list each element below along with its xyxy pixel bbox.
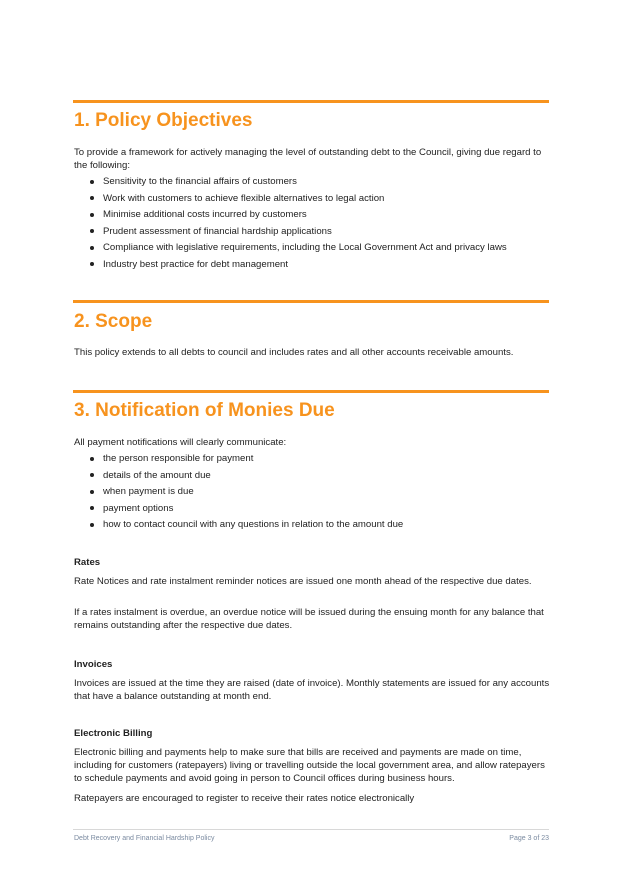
list-item: the person responsible for payment	[74, 452, 544, 469]
bullet-icon	[90, 180, 94, 184]
list-item: when payment is due	[74, 485, 544, 502]
bullet-icon	[90, 229, 94, 233]
footer-document-title: Debt Recovery and Financial Hardship Policy	[74, 835, 215, 842]
list-item: payment options	[74, 502, 544, 519]
bullet-list	[74, 452, 544, 535]
section-heading-notification: 3. Notification of Monies Due	[74, 400, 335, 421]
list-item: Prudent assessment of financial hardship applications	[74, 225, 544, 242]
section-intro: All payment notifications will clearly communicate:	[74, 437, 287, 448]
bullet-icon	[90, 506, 94, 510]
bullet-icon	[90, 246, 94, 250]
section-intro: To provide a framework for actively managing the level of outstanding debt to the Council, giving due regard to the following:	[74, 147, 542, 171]
paragraph: Electronic billing and payments help to make sure that bills are received and payments are made on time, including for customers (ratepayers) living or travelling outside the local government area, and allow ratepayers to schedule payments and avoid going in person to Council offices during business hours.	[74, 747, 545, 784]
footer-rule	[73, 829, 549, 830]
bullet-icon	[90, 523, 94, 527]
list-item: Work with customers to achieve flexible alternatives to legal action	[74, 192, 544, 209]
list-item: how to contact council with any questions in relation to the amount due	[74, 518, 544, 535]
section-heading-policy-objectives: 1. Policy Objectives	[74, 110, 253, 131]
section-rule	[73, 390, 549, 393]
paragraph: Rate Notices and rate instalment reminder notices are issued one month ahead of the respective due dates.	[74, 576, 532, 587]
bullet-icon	[90, 196, 94, 200]
list-item: Sensitivity to the financial affairs of customers	[74, 175, 544, 192]
list-item: Industry best practice for debt management	[74, 258, 544, 275]
paragraph: Ratepayers are encouraged to register to receive their rates notice electronically	[74, 793, 415, 804]
section-rule	[73, 100, 549, 103]
paragraph: Invoices are issued at the time they are raised (date of invoice). Monthly statements are issued for any accounts that have a balance outstanding at month end.	[74, 678, 550, 702]
section-intro: This policy extends to all debts to council and includes rates and all other accounts receivable amounts.	[74, 347, 514, 358]
list-item: Compliance with legislative requirements, including the Local Government Act and privacy laws	[74, 241, 544, 258]
section-rule	[73, 300, 549, 303]
bullet-icon	[90, 473, 94, 477]
subheading-rates: Rates	[74, 557, 101, 568]
bullet-icon	[90, 457, 94, 461]
list-item: details of the amount due	[74, 469, 544, 486]
subheading-invoices: Invoices	[74, 659, 113, 670]
bullet-icon	[90, 262, 94, 266]
paragraph: If a rates instalment is overdue, an overdue notice will be issued during the ensuing month for any balance that remains outstanding after the respective due dates.	[74, 607, 544, 631]
bullet-list	[74, 175, 544, 274]
bullet-icon	[90, 213, 94, 217]
bullet-icon	[90, 490, 94, 494]
subheading-electronic-billing: Electronic Billing	[74, 728, 153, 739]
list-item: Minimise additional costs incurred by customers	[74, 208, 544, 225]
section-heading-scope: 2. Scope	[74, 311, 153, 332]
footer-page-number: Page 3 of 23	[509, 835, 549, 842]
